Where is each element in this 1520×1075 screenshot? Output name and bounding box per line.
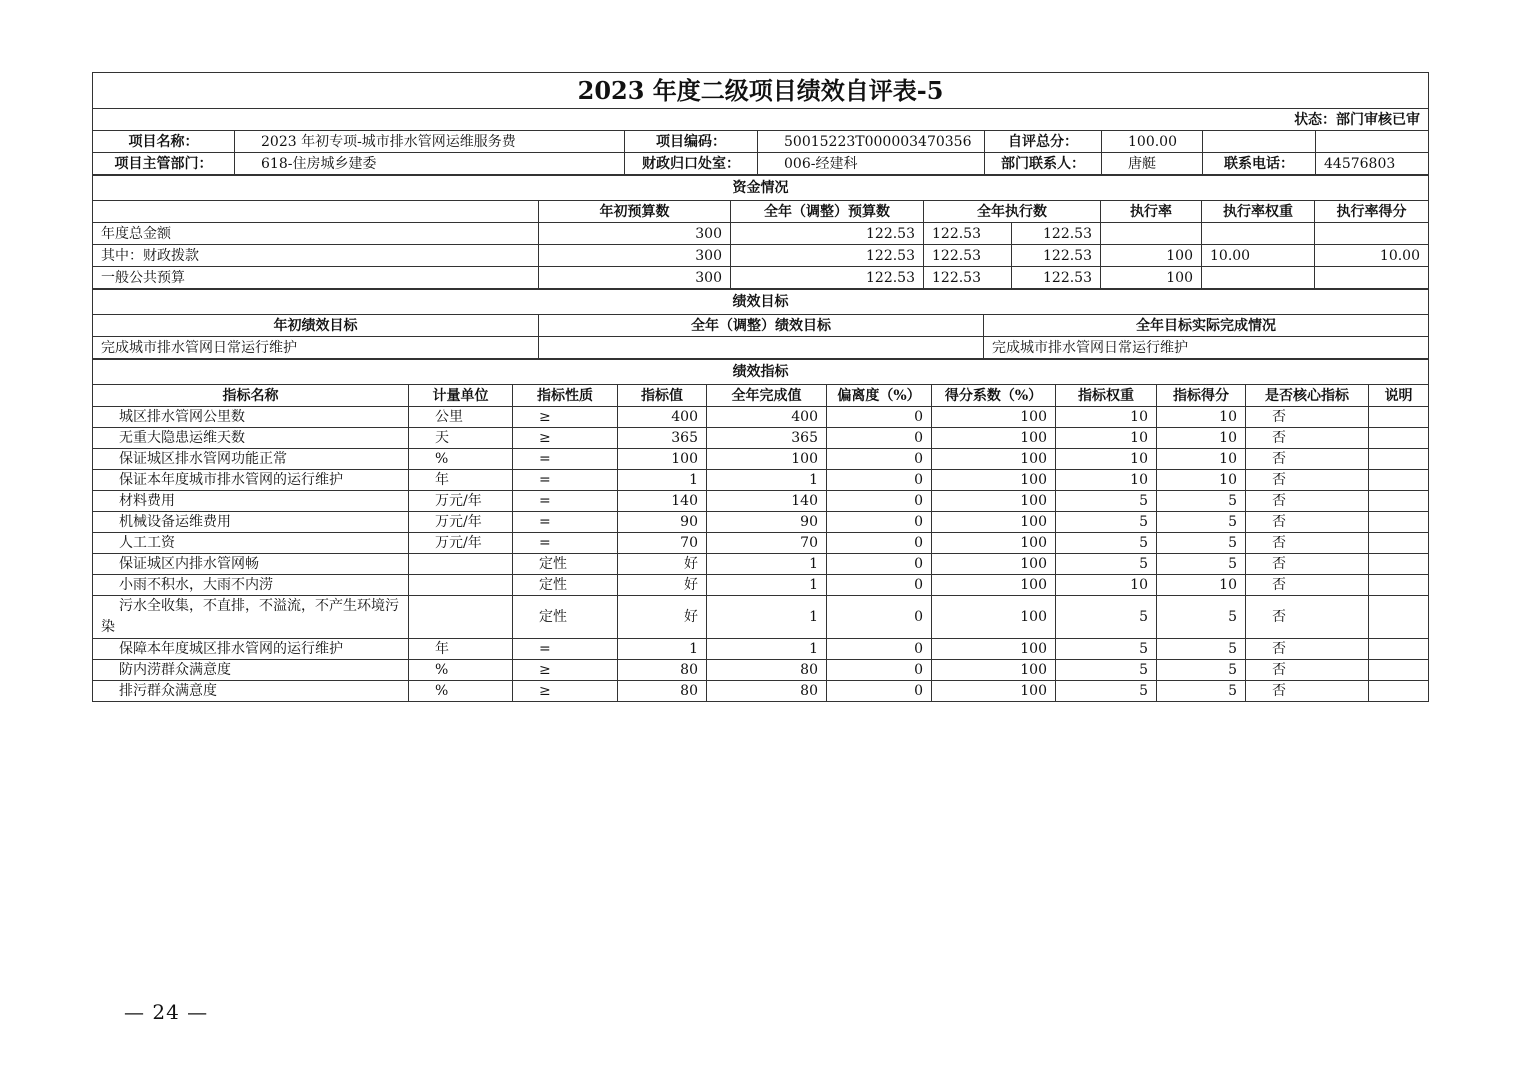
finance-office-label: 财政归口处室： (625, 153, 758, 175)
indicator-score: 10 (1157, 470, 1246, 491)
indicator-row (93, 575, 1429, 596)
indicator-deviation: 0 (827, 596, 932, 639)
fund-weight (1202, 267, 1315, 289)
indicator-name: 无重大隐患运维天数 (93, 428, 409, 449)
col-header: 计量单位 (409, 385, 513, 407)
fund-initial: 300 (539, 267, 731, 289)
indicator-note (1369, 470, 1429, 491)
indicator-note (1369, 491, 1429, 512)
page-number: — 24 — (124, 1000, 209, 1024)
fund-rate: 100 (1101, 245, 1202, 267)
col-header: 指标得分 (1157, 385, 1246, 407)
indicator-done: 80 (707, 681, 827, 702)
indicator-value: 好 (618, 554, 707, 575)
indicator-unit: % (409, 449, 513, 470)
indicator-coefficient: 100 (932, 449, 1056, 470)
indicator-deviation: 0 (827, 533, 932, 554)
indicator-name: 城区排水管网公里数 (93, 407, 409, 428)
fund-exec-a: 122.53 (924, 223, 1012, 245)
fund-adjusted: 122.53 (731, 245, 924, 267)
col-header: 全年完成值 (707, 385, 827, 407)
phone-value: 44576803 (1316, 153, 1429, 175)
info-row-2 (93, 153, 1429, 175)
indicator-name: 人工工资 (93, 533, 409, 554)
summary-table (92, 72, 1429, 175)
project-code-value: 50015223T000003470356 (758, 131, 985, 153)
indicator-done: 400 (707, 407, 827, 428)
col-header: 执行率得分 (1315, 201, 1429, 223)
indicator-coefficient: 100 (932, 512, 1056, 533)
indicator-unit: 万元/年 (409, 533, 513, 554)
goals-section-title: 绩效目标 (93, 290, 1429, 315)
fund-weight (1202, 223, 1315, 245)
indicator-value: 90 (618, 512, 707, 533)
fund-label: 一般公共预算 (93, 267, 539, 289)
indicator-name: 排污群众满意度 (93, 681, 409, 702)
goal-adjusted (539, 337, 984, 359)
indicator-note (1369, 660, 1429, 681)
indicator-unit: 万元/年 (409, 512, 513, 533)
indicator-coefficient: 100 (932, 407, 1056, 428)
indicator-unit (409, 596, 513, 639)
fund-rate: 100 (1101, 267, 1202, 289)
col-header: 是否核心指标 (1246, 385, 1369, 407)
indicator-deviation: 0 (827, 470, 932, 491)
indicator-score: 10 (1157, 428, 1246, 449)
indicator-weight: 5 (1056, 512, 1157, 533)
empty-cell (1203, 131, 1316, 153)
indicator-row (93, 470, 1429, 491)
self-evaluation-sheet (92, 72, 1428, 702)
indicator-row (93, 512, 1429, 533)
indicator-coefficient: 100 (932, 491, 1056, 512)
funds-row (93, 223, 1429, 245)
indicator-done: 1 (707, 596, 827, 639)
indicator-note (1369, 554, 1429, 575)
indicator-core: 否 (1246, 449, 1369, 470)
indicator-coefficient: 100 (932, 575, 1056, 596)
indicator-deviation: 0 (827, 554, 932, 575)
col-header: 指标权重 (1056, 385, 1157, 407)
indicator-deviation: 0 (827, 449, 932, 470)
indicator-core: 否 (1246, 512, 1369, 533)
empty-cell (1316, 131, 1429, 153)
indicator-score: 5 (1157, 491, 1246, 512)
self-score-label: 自评总分： (985, 131, 1102, 153)
indicator-deviation: 0 (827, 660, 932, 681)
indicator-weight: 5 (1056, 639, 1157, 660)
indicator-done: 140 (707, 491, 827, 512)
indicator-deviation: 0 (827, 428, 932, 449)
indicator-nature: = (513, 533, 618, 554)
fund-initial: 300 (539, 245, 731, 267)
indicator-done: 1 (707, 575, 827, 596)
indicator-unit: % (409, 660, 513, 681)
indicator-score: 5 (1157, 554, 1246, 575)
funds-header-row (93, 201, 1429, 223)
indicator-coefficient: 100 (932, 554, 1056, 575)
indicator-name: 污水全收集，不直排，不溢流，不产生环境污染 (93, 596, 409, 639)
indicator-core: 否 (1246, 554, 1369, 575)
indicator-core: 否 (1246, 596, 1369, 639)
finance-office-value: 006-经建科 (758, 153, 985, 175)
empty-cell (93, 201, 539, 223)
col-header: 年初绩效目标 (93, 315, 539, 337)
indicator-nature: 定性 (513, 575, 618, 596)
col-header: 全年（调整）预算数 (731, 201, 924, 223)
indicator-done: 1 (707, 554, 827, 575)
indicator-unit: 公里 (409, 407, 513, 428)
fund-score (1315, 267, 1429, 289)
indicator-weight: 5 (1056, 660, 1157, 681)
indicator-done: 1 (707, 639, 827, 660)
indicator-core: 否 (1246, 639, 1369, 660)
fund-adjusted: 122.53 (731, 223, 924, 245)
indicator-score: 5 (1157, 639, 1246, 660)
indicator-core: 否 (1246, 575, 1369, 596)
indicator-done: 80 (707, 660, 827, 681)
indicator-score: 5 (1157, 512, 1246, 533)
indicator-nature: = (513, 639, 618, 660)
indicator-coefficient: 100 (932, 533, 1056, 554)
indicator-done: 100 (707, 449, 827, 470)
fund-score (1315, 223, 1429, 245)
phone-label: 联系电话： (1203, 153, 1316, 175)
indicator-note (1369, 575, 1429, 596)
indicator-unit: 万元/年 (409, 491, 513, 512)
goal-initial: 完成城市排水管网日常运行维护 (93, 337, 539, 359)
indicator-weight: 5 (1056, 681, 1157, 702)
col-header: 指标值 (618, 385, 707, 407)
fund-exec-b: 122.53 (1012, 267, 1101, 289)
indicator-note (1369, 428, 1429, 449)
indicator-note (1369, 533, 1429, 554)
fund-exec-a: 122.53 (924, 245, 1012, 267)
indicator-value: 365 (618, 428, 707, 449)
indicators-section-title: 绩效指标 (93, 360, 1429, 385)
status-label: 状态：部门审核已审 (93, 109, 1429, 131)
indicator-unit: 年 (409, 470, 513, 491)
indicator-nature: = (513, 512, 618, 533)
indicator-nature: 定性 (513, 596, 618, 639)
indicator-score: 5 (1157, 596, 1246, 639)
goals-table (92, 289, 1429, 359)
indicator-row (93, 554, 1429, 575)
fund-exec-b: 122.53 (1012, 223, 1101, 245)
dept-label: 项目主管部门： (93, 153, 235, 175)
col-header: 全年（调整）绩效目标 (539, 315, 984, 337)
indicator-done: 90 (707, 512, 827, 533)
indicator-note (1369, 407, 1429, 428)
indicator-nature: = (513, 491, 618, 512)
indicator-core: 否 (1246, 533, 1369, 554)
indicator-unit (409, 554, 513, 575)
indicator-nature: ≥ (513, 428, 618, 449)
indicator-nature: 定性 (513, 554, 618, 575)
indicator-unit: 天 (409, 428, 513, 449)
indicator-weight: 10 (1056, 470, 1157, 491)
contact-label: 部门联系人： (985, 153, 1102, 175)
indicator-deviation: 0 (827, 639, 932, 660)
indicator-nature: ≥ (513, 681, 618, 702)
indicator-name: 材料费用 (93, 491, 409, 512)
indicator-name: 保证城区内排水管网畅 (93, 554, 409, 575)
indicator-name: 保障本年度城区排水管网的运行维护 (93, 639, 409, 660)
indicator-name: 保证本年度城市排水管网的运行维护 (93, 470, 409, 491)
indicator-weight: 5 (1056, 491, 1157, 512)
indicator-row (93, 660, 1429, 681)
indicator-core: 否 (1246, 428, 1369, 449)
indicator-score: 5 (1157, 533, 1246, 554)
fund-exec-b: 122.53 (1012, 245, 1101, 267)
project-code-label: 项目编码： (625, 131, 758, 153)
indicator-weight: 5 (1056, 533, 1157, 554)
indicator-coefficient: 100 (932, 596, 1056, 639)
col-header: 年初预算数 (539, 201, 731, 223)
indicators-table (92, 359, 1429, 702)
indicator-value: 1 (618, 639, 707, 660)
indicator-nature: ≥ (513, 407, 618, 428)
indicator-coefficient: 100 (932, 428, 1056, 449)
indicator-value: 70 (618, 533, 707, 554)
indicator-core: 否 (1246, 470, 1369, 491)
indicator-value: 400 (618, 407, 707, 428)
indicator-score: 5 (1157, 660, 1246, 681)
col-header: 全年执行数 (924, 201, 1101, 223)
indicator-core: 否 (1246, 681, 1369, 702)
indicator-weight: 10 (1056, 575, 1157, 596)
indicator-weight: 5 (1056, 596, 1157, 639)
fund-label: 年度总金额 (93, 223, 539, 245)
indicator-row (93, 533, 1429, 554)
indicator-value: 80 (618, 660, 707, 681)
indicator-deviation: 0 (827, 512, 932, 533)
indicator-row (93, 407, 1429, 428)
fund-score: 10.00 (1315, 245, 1429, 267)
project-name-label: 项目名称： (93, 131, 235, 153)
indicator-core: 否 (1246, 491, 1369, 512)
indicator-weight: 10 (1056, 407, 1157, 428)
fund-label: 其中：财政拨款 (93, 245, 539, 267)
project-name-value: 2023 年初专项-城市排水管网运维服务费 (235, 131, 625, 153)
indicator-score: 10 (1157, 407, 1246, 428)
indicator-nature: = (513, 449, 618, 470)
fund-initial: 300 (539, 223, 731, 245)
indicator-done: 70 (707, 533, 827, 554)
indicator-coefficient: 100 (932, 470, 1056, 491)
indicator-note (1369, 639, 1429, 660)
indicator-row (93, 449, 1429, 470)
col-header: 得分系数（%） (932, 385, 1056, 407)
funds-section-title: 资金情况 (93, 176, 1429, 201)
funds-row (93, 245, 1429, 267)
indicator-core: 否 (1246, 407, 1369, 428)
indicator-name: 防内涝群众满意度 (93, 660, 409, 681)
indicator-coefficient: 100 (932, 639, 1056, 660)
funds-row (93, 267, 1429, 289)
indicator-done: 365 (707, 428, 827, 449)
indicator-value: 100 (618, 449, 707, 470)
indicator-row (93, 491, 1429, 512)
indicator-coefficient: 100 (932, 660, 1056, 681)
indicator-value: 140 (618, 491, 707, 512)
indicator-rows (93, 407, 1429, 702)
indicator-value: 1 (618, 470, 707, 491)
col-header: 指标性质 (513, 385, 618, 407)
indicator-row (93, 428, 1429, 449)
indicator-deviation: 0 (827, 491, 932, 512)
indicator-weight: 5 (1056, 554, 1157, 575)
indicator-name: 小雨不积水，大雨不内涝 (93, 575, 409, 596)
col-header: 执行率 (1101, 201, 1202, 223)
indicator-unit (409, 575, 513, 596)
col-header: 说明 (1369, 385, 1429, 407)
indicator-core: 否 (1246, 660, 1369, 681)
indicator-note (1369, 449, 1429, 470)
funds-table (92, 175, 1429, 289)
goal-actual: 完成城市排水管网日常运行维护 (984, 337, 1429, 359)
indicator-value: 好 (618, 596, 707, 639)
indicator-nature: = (513, 470, 618, 491)
indicator-coefficient: 100 (932, 681, 1056, 702)
dept-value: 618-住房城乡建委 (235, 153, 625, 175)
indicators-header-row (93, 385, 1429, 407)
indicator-done: 1 (707, 470, 827, 491)
col-header: 全年目标实际完成情况 (984, 315, 1429, 337)
indicator-score: 10 (1157, 575, 1246, 596)
fund-exec-a: 122.53 (924, 267, 1012, 289)
indicator-score: 5 (1157, 681, 1246, 702)
indicator-unit: 年 (409, 639, 513, 660)
indicator-deviation: 0 (827, 681, 932, 702)
indicator-deviation: 0 (827, 575, 932, 596)
indicator-value: 80 (618, 681, 707, 702)
indicator-row (93, 639, 1429, 660)
col-header: 执行率权重 (1202, 201, 1315, 223)
fund-adjusted: 122.53 (731, 267, 924, 289)
indicator-name: 保证城区排水管网功能正常 (93, 449, 409, 470)
indicator-nature: ≥ (513, 660, 618, 681)
indicator-note (1369, 596, 1429, 639)
indicator-score: 10 (1157, 449, 1246, 470)
fund-weight: 10.00 (1202, 245, 1315, 267)
indicator-unit: % (409, 681, 513, 702)
indicator-row (93, 596, 1429, 639)
indicator-row (93, 681, 1429, 702)
col-header: 指标名称 (93, 385, 409, 407)
fund-rate (1101, 223, 1202, 245)
self-score-value: 100.00 (1102, 131, 1203, 153)
contact-value: 唐艇 (1102, 153, 1203, 175)
indicator-weight: 10 (1056, 428, 1157, 449)
page-title: 2023 年度二级项目绩效自评表-5 (93, 73, 1429, 109)
info-row-1 (93, 131, 1429, 153)
goals-header-row (93, 315, 1429, 337)
indicator-name: 机械设备运维费用 (93, 512, 409, 533)
goals-row (93, 337, 1429, 359)
indicator-note (1369, 512, 1429, 533)
indicator-note (1369, 681, 1429, 702)
col-header: 偏离度（%） (827, 385, 932, 407)
indicator-weight: 10 (1056, 449, 1157, 470)
indicator-value: 好 (618, 575, 707, 596)
indicator-deviation: 0 (827, 407, 932, 428)
